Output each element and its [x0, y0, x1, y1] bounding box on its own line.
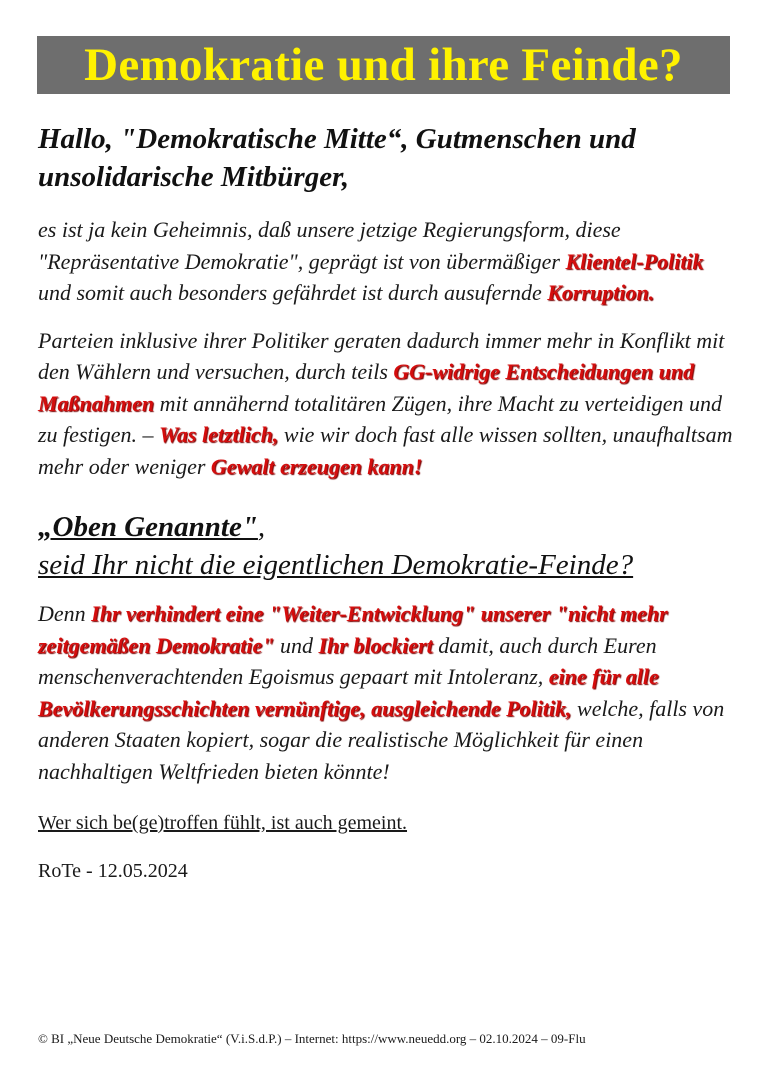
paragraph-3-text-3: damit, auch durch Euren menschenverachtenden Egoismus gepaart mit Intoleranz, [38, 632, 657, 689]
section-heading-line-1 [38, 508, 738, 546]
paragraph-2-text-3: wie wir doch fast alle wissen sollten, unaufhaltsam mehr oder weniger [38, 422, 733, 479]
paragraph-1-text-1: es ist ja kein Geheimnis, daß unsere jetzige Regierungsform, diese "Repräsentative Demokratie", geprägt ist von übermäßiger [38, 217, 621, 274]
paragraph-2 [38, 325, 738, 483]
paragraph-3 [38, 598, 738, 787]
closing-note: Wer sich be(ge)troffen fühlt, ist auch gemeint. [38, 812, 408, 834]
paragraph-3-text-4: welche, falls von anderen Staaten kopiert, sogar die realistische Möglichkeit für einen nachhaltigen Weltfrieden bieten könnte! [38, 695, 725, 784]
section-heading-line-2: seid Ihr nicht die eigentlichen Demokratie-Feinde? [38, 549, 634, 581]
page-title: Demokratie und ihre Feinde? [84, 39, 683, 91]
section-heading-comma: , [257, 511, 266, 543]
highlight-klientel-politik: Klientel-Politik [565, 248, 704, 274]
title-banner [37, 36, 730, 94]
paragraph-1 [38, 214, 738, 309]
highlight-gg-widrige: GG-widrige Entscheidungen und Maßnahmen [38, 359, 695, 416]
content [38, 120, 738, 905]
footer: © BI „Neue Deutsche Demokratie“ (V.i.S.d.P.) – Internet: https://www.neuedd.org – 02.10.2024 – 09-Flu [38, 1031, 586, 1046]
paragraph-2-text-2: mit annähernd totalitären Zügen, ihre Macht zu verteidigen und zu festigen. – [38, 390, 723, 447]
paragraph-3-text-2: und [274, 632, 319, 658]
greeting: Hallo, "Demokratische Mitte“, Gutmenschen und unsolidarische Mitbürger, [38, 123, 636, 193]
highlight-weiter-entwicklung: Ihr verhindert eine "Weiter-Entwicklung" unserer "nicht mehr zeitgemäßen Demokratie" [38, 601, 668, 658]
paragraph-1-text-2: und somit auch besonders gefährdet ist durch ausufernde [38, 280, 548, 305]
section-heading-title: „Oben Genannte" [38, 511, 258, 543]
signature: RoTe - 12.05.2024 [38, 860, 188, 882]
section-heading [38, 508, 738, 584]
highlight-korruption: Korruption. [547, 280, 655, 305]
paragraph-2-text-1: Parteien inklusive ihrer Politiker geraten dadurch immer mehr in Konflikt mit den Wählern und versuchen, durch teils [38, 327, 725, 384]
paragraph-3-text-1: Denn [38, 601, 92, 626]
highlight-gewalt: Gewalt erzeugen kann! [210, 453, 423, 479]
highlight-politik: eine für alle Bevölkerungsschichten vernünftige, ausgleichende Politik, [38, 664, 659, 721]
highlight-ihr-blockiert: Ihr blockiert [318, 632, 433, 658]
highlight-was-letztlich: Was letztlich, [159, 422, 279, 447]
